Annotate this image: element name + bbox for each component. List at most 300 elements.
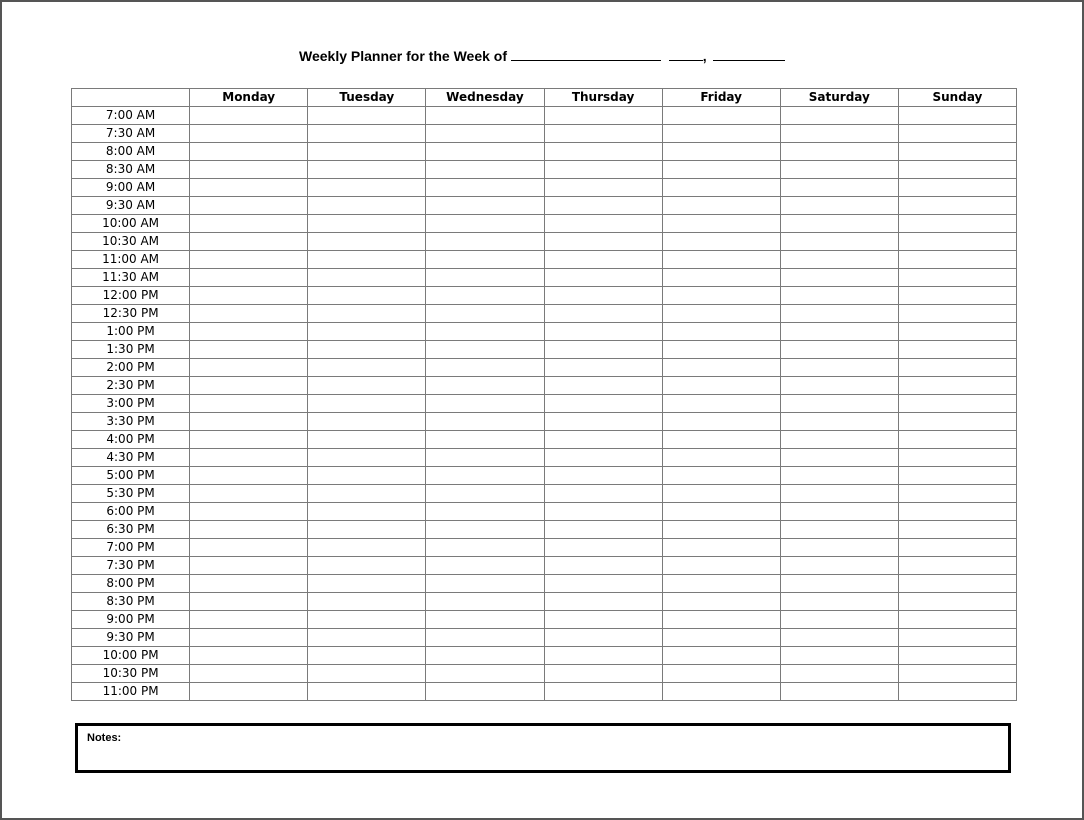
schedule-cell[interactable] — [308, 125, 426, 143]
schedule-cell[interactable] — [308, 665, 426, 683]
week-year-blank[interactable] — [713, 48, 785, 61]
schedule-cell[interactable] — [662, 683, 780, 701]
schedule-cell[interactable] — [780, 323, 898, 341]
schedule-cell[interactable] — [426, 557, 544, 575]
schedule-cell[interactable] — [662, 539, 780, 557]
schedule-cell[interactable] — [190, 665, 308, 683]
schedule-cell[interactable] — [780, 161, 898, 179]
time-label: 7:30 AM — [72, 125, 190, 143]
schedule-cell[interactable] — [662, 341, 780, 359]
schedule-cell[interactable] — [780, 233, 898, 251]
schedule-cell[interactable] — [190, 233, 308, 251]
schedule-cell[interactable] — [426, 143, 544, 161]
time-label: 9:00 PM — [72, 611, 190, 629]
schedule-cell[interactable] — [780, 341, 898, 359]
schedule-cell[interactable] — [308, 233, 426, 251]
schedule-cell[interactable] — [308, 305, 426, 323]
time-row — [72, 539, 1017, 557]
time-label: 9:00 AM — [72, 179, 190, 197]
time-row — [72, 359, 1017, 377]
schedule-cell[interactable] — [898, 485, 1016, 503]
schedule-cell[interactable] — [190, 449, 308, 467]
schedule-cell[interactable] — [898, 323, 1016, 341]
schedule-cell[interactable] — [780, 305, 898, 323]
schedule-cell[interactable] — [780, 449, 898, 467]
schedule-cell[interactable] — [308, 359, 426, 377]
schedule-cell[interactable] — [662, 359, 780, 377]
schedule-cell[interactable] — [426, 269, 544, 287]
schedule-cell[interactable] — [898, 395, 1016, 413]
schedule-cell[interactable] — [898, 521, 1016, 539]
day-header: Sunday — [898, 89, 1016, 107]
schedule-cell[interactable] — [662, 107, 780, 125]
schedule-cell[interactable] — [190, 395, 308, 413]
schedule-cell[interactable] — [426, 323, 544, 341]
schedule-cell[interactable] — [662, 233, 780, 251]
schedule-cell[interactable] — [662, 485, 780, 503]
schedule-cell[interactable] — [426, 125, 544, 143]
schedule-cell[interactable] — [780, 593, 898, 611]
schedule-cell[interactable] — [308, 557, 426, 575]
schedule-cell[interactable] — [308, 251, 426, 269]
schedule-cell[interactable] — [780, 377, 898, 395]
schedule-cell[interactable] — [426, 521, 544, 539]
schedule-cell[interactable] — [662, 125, 780, 143]
schedule-cell[interactable] — [426, 467, 544, 485]
schedule-cell[interactable] — [780, 557, 898, 575]
schedule-cell[interactable] — [780, 179, 898, 197]
schedule-cell[interactable] — [544, 467, 662, 485]
schedule-cell[interactable] — [426, 161, 544, 179]
schedule-cell[interactable] — [544, 629, 662, 647]
time-label: 2:30 PM — [72, 377, 190, 395]
time-label: 11:00 PM — [72, 683, 190, 701]
schedule-cell[interactable] — [544, 161, 662, 179]
schedule-cell[interactable] — [426, 197, 544, 215]
schedule-cell[interactable] — [662, 287, 780, 305]
time-label: 11:00 AM — [72, 251, 190, 269]
schedule-cell[interactable] — [426, 539, 544, 557]
schedule-cell[interactable] — [190, 377, 308, 395]
schedule-cell[interactable] — [780, 107, 898, 125]
time-row — [72, 377, 1017, 395]
schedule-cell[interactable] — [544, 431, 662, 449]
schedule-cell[interactable] — [898, 161, 1016, 179]
time-row — [72, 485, 1017, 503]
schedule-cell[interactable] — [308, 485, 426, 503]
time-label: 12:30 PM — [72, 305, 190, 323]
schedule-cell[interactable] — [898, 629, 1016, 647]
schedule-cell[interactable] — [662, 557, 780, 575]
schedule-cell[interactable] — [308, 575, 426, 593]
schedule-cell[interactable] — [308, 377, 426, 395]
time-label: 1:30 PM — [72, 341, 190, 359]
schedule-cell[interactable] — [544, 647, 662, 665]
schedule-cell[interactable] — [898, 647, 1016, 665]
time-label: 9:30 PM — [72, 629, 190, 647]
schedule-cell[interactable] — [426, 575, 544, 593]
schedule-cell[interactable] — [308, 467, 426, 485]
schedule-cell[interactable] — [426, 503, 544, 521]
time-row — [72, 179, 1017, 197]
time-row — [72, 431, 1017, 449]
schedule-cell[interactable] — [426, 287, 544, 305]
schedule-cell[interactable] — [308, 341, 426, 359]
schedule-cell[interactable] — [544, 323, 662, 341]
schedule-cell[interactable] — [308, 143, 426, 161]
schedule-cell[interactable] — [662, 215, 780, 233]
schedule-cell[interactable] — [190, 629, 308, 647]
time-row — [72, 341, 1017, 359]
schedule-cell[interactable] — [308, 539, 426, 557]
time-row — [72, 251, 1017, 269]
schedule-cell[interactable] — [662, 323, 780, 341]
schedule-cell[interactable] — [308, 503, 426, 521]
schedule-cell[interactable] — [780, 575, 898, 593]
schedule-cell[interactable] — [190, 611, 308, 629]
time-row — [72, 143, 1017, 161]
time-label: 3:30 PM — [72, 413, 190, 431]
schedule-cell[interactable] — [544, 485, 662, 503]
time-label: 8:30 PM — [72, 593, 190, 611]
schedule-cell[interactable] — [780, 485, 898, 503]
schedule-cell[interactable] — [308, 269, 426, 287]
schedule-cell[interactable] — [190, 107, 308, 125]
schedule-cell[interactable] — [190, 251, 308, 269]
schedule-cell[interactable] — [190, 683, 308, 701]
schedule-cell[interactable] — [544, 539, 662, 557]
schedule-cell[interactable] — [308, 683, 426, 701]
schedule-table — [71, 88, 1017, 701]
schedule-cell[interactable] — [426, 593, 544, 611]
schedule-cell[interactable] — [544, 287, 662, 305]
schedule-cell[interactable] — [544, 593, 662, 611]
schedule-cell[interactable] — [898, 305, 1016, 323]
schedule-cell[interactable] — [308, 287, 426, 305]
schedule-cell[interactable] — [662, 197, 780, 215]
schedule-cell[interactable] — [544, 125, 662, 143]
time-row — [72, 305, 1017, 323]
schedule-cell[interactable] — [308, 593, 426, 611]
schedule-cell[interactable] — [662, 629, 780, 647]
schedule-cell[interactable] — [426, 359, 544, 377]
schedule-cell[interactable] — [780, 647, 898, 665]
schedule-cell[interactable] — [898, 251, 1016, 269]
schedule-cell[interactable] — [426, 233, 544, 251]
schedule-cell[interactable] — [662, 665, 780, 683]
schedule-cell[interactable] — [544, 665, 662, 683]
schedule-cell[interactable] — [662, 251, 780, 269]
schedule-cell[interactable] — [426, 215, 544, 233]
schedule-cell[interactable] — [544, 197, 662, 215]
schedule-cell[interactable] — [662, 575, 780, 593]
schedule-cell[interactable] — [662, 395, 780, 413]
schedule-cell[interactable] — [662, 521, 780, 539]
day-header: Wednesday — [426, 89, 544, 107]
schedule-cell[interactable] — [190, 215, 308, 233]
time-label: 5:30 PM — [72, 485, 190, 503]
time-row — [72, 575, 1017, 593]
time-row — [72, 557, 1017, 575]
schedule-cell[interactable] — [426, 413, 544, 431]
schedule-cell[interactable] — [662, 467, 780, 485]
time-row — [72, 665, 1017, 683]
schedule-cell[interactable] — [898, 503, 1016, 521]
time-label: 7:30 PM — [72, 557, 190, 575]
schedule-cell[interactable] — [544, 683, 662, 701]
schedule-cell[interactable] — [190, 341, 308, 359]
schedule-cell[interactable] — [898, 539, 1016, 557]
schedule-cell[interactable] — [544, 107, 662, 125]
schedule-cell[interactable] — [780, 413, 898, 431]
schedule-cell[interactable] — [426, 377, 544, 395]
schedule-cell[interactable] — [662, 449, 780, 467]
time-label: 12:00 PM — [72, 287, 190, 305]
schedule-cell[interactable] — [190, 413, 308, 431]
time-label: 6:00 PM — [72, 503, 190, 521]
schedule-cell[interactable] — [662, 179, 780, 197]
schedule-cell[interactable] — [780, 287, 898, 305]
schedule-cell[interactable] — [544, 215, 662, 233]
day-header: Thursday — [544, 89, 662, 107]
schedule-cell[interactable] — [780, 395, 898, 413]
schedule-cell[interactable] — [662, 647, 780, 665]
schedule-cell[interactable] — [190, 305, 308, 323]
schedule-cell[interactable] — [190, 125, 308, 143]
schedule-cell[interactable] — [190, 323, 308, 341]
schedule-cell[interactable] — [544, 233, 662, 251]
schedule-cell[interactable] — [780, 215, 898, 233]
schedule-cell[interactable] — [308, 431, 426, 449]
schedule-cell[interactable] — [898, 269, 1016, 287]
schedule-cell[interactable] — [308, 449, 426, 467]
notes-box[interactable] — [75, 723, 1011, 773]
schedule-cell[interactable] — [780, 503, 898, 521]
time-row — [72, 125, 1017, 143]
schedule-cell[interactable] — [308, 179, 426, 197]
schedule-cell[interactable] — [544, 413, 662, 431]
schedule-cell[interactable] — [898, 683, 1016, 701]
time-label: 10:30 AM — [72, 233, 190, 251]
schedule-cell[interactable] — [662, 305, 780, 323]
day-header: Tuesday — [308, 89, 426, 107]
schedule-cell[interactable] — [308, 647, 426, 665]
schedule-cell[interactable] — [308, 413, 426, 431]
schedule-cell[interactable] — [308, 521, 426, 539]
schedule-cell[interactable] — [780, 251, 898, 269]
schedule-cell[interactable] — [780, 629, 898, 647]
week-date-blank[interactable] — [511, 48, 661, 61]
schedule-cell[interactable] — [898, 233, 1016, 251]
schedule-cell[interactable] — [898, 593, 1016, 611]
schedule-cell[interactable] — [426, 179, 544, 197]
schedule-cell[interactable] — [308, 323, 426, 341]
schedule-cell[interactable] — [426, 485, 544, 503]
time-label: 3:00 PM — [72, 395, 190, 413]
schedule-cell[interactable] — [190, 467, 308, 485]
schedule-cell[interactable] — [190, 539, 308, 557]
schedule-cell[interactable] — [898, 467, 1016, 485]
corner-cell — [72, 89, 190, 107]
schedule-cell[interactable] — [898, 431, 1016, 449]
day-header: Monday — [190, 89, 308, 107]
schedule-cell[interactable] — [662, 611, 780, 629]
schedule-cell[interactable] — [898, 377, 1016, 395]
schedule-cell[interactable] — [662, 269, 780, 287]
schedule-cell[interactable] — [544, 503, 662, 521]
time-row — [72, 287, 1017, 305]
schedule-cell[interactable] — [426, 611, 544, 629]
schedule-cell[interactable] — [544, 143, 662, 161]
time-row — [72, 161, 1017, 179]
day-header: Saturday — [780, 89, 898, 107]
time-label: 8:00 PM — [72, 575, 190, 593]
schedule-cell[interactable] — [898, 143, 1016, 161]
schedule-cell[interactable] — [544, 575, 662, 593]
schedule-cell[interactable] — [780, 521, 898, 539]
schedule-cell[interactable] — [190, 287, 308, 305]
schedule-cell[interactable] — [426, 341, 544, 359]
time-row — [72, 467, 1017, 485]
schedule-cell[interactable] — [308, 611, 426, 629]
time-row — [72, 233, 1017, 251]
schedule-cell[interactable] — [190, 179, 308, 197]
schedule-cell[interactable] — [190, 143, 308, 161]
schedule-cell[interactable] — [898, 215, 1016, 233]
time-label: 8:30 AM — [72, 161, 190, 179]
schedule-cell[interactable] — [190, 161, 308, 179]
time-label: 6:30 PM — [72, 521, 190, 539]
schedule-cell[interactable] — [780, 269, 898, 287]
schedule-cell[interactable] — [190, 485, 308, 503]
schedule-cell[interactable] — [426, 449, 544, 467]
schedule-cell[interactable] — [190, 269, 308, 287]
schedule-cell[interactable] — [898, 359, 1016, 377]
schedule-cell[interactable] — [190, 557, 308, 575]
schedule-cell[interactable] — [190, 575, 308, 593]
schedule-cell[interactable] — [898, 413, 1016, 431]
schedule-cell[interactable] — [898, 197, 1016, 215]
time-row — [72, 215, 1017, 233]
schedule-cell[interactable] — [898, 611, 1016, 629]
schedule-cell[interactable] — [662, 413, 780, 431]
schedule-body — [72, 107, 1017, 701]
time-label: 10:30 PM — [72, 665, 190, 683]
time-label: 2:00 PM — [72, 359, 190, 377]
schedule-cell[interactable] — [898, 341, 1016, 359]
schedule-cell[interactable] — [544, 305, 662, 323]
schedule-cell[interactable] — [544, 341, 662, 359]
title-text: Weekly Planner for the Week of — [299, 48, 507, 64]
time-row — [72, 647, 1017, 665]
schedule-cell[interactable] — [426, 629, 544, 647]
schedule-cell[interactable] — [308, 395, 426, 413]
time-row — [72, 395, 1017, 413]
schedule-cell[interactable] — [662, 143, 780, 161]
schedule-cell[interactable] — [780, 467, 898, 485]
schedule-cell[interactable] — [898, 125, 1016, 143]
page-title — [299, 48, 785, 64]
schedule-cell[interactable] — [308, 107, 426, 125]
schedule-cell[interactable] — [780, 431, 898, 449]
schedule-cell[interactable] — [426, 251, 544, 269]
schedule-cell[interactable] — [190, 503, 308, 521]
schedule-cell[interactable] — [426, 683, 544, 701]
schedule-cell[interactable] — [190, 521, 308, 539]
notes-label: Notes: — [87, 732, 122, 744]
schedule-cell[interactable] — [544, 395, 662, 413]
schedule-cell[interactable] — [662, 161, 780, 179]
schedule-cell[interactable] — [780, 197, 898, 215]
schedule-cell[interactable] — [308, 629, 426, 647]
schedule-cell[interactable] — [662, 593, 780, 611]
schedule-cell[interactable] — [544, 179, 662, 197]
schedule-cell[interactable] — [308, 215, 426, 233]
schedule-cell[interactable] — [898, 665, 1016, 683]
schedule-cell[interactable] — [662, 377, 780, 395]
time-label: 7:00 PM — [72, 539, 190, 557]
schedule-cell[interactable] — [898, 287, 1016, 305]
time-row — [72, 197, 1017, 215]
time-label: 7:00 AM — [72, 107, 190, 125]
time-row — [72, 683, 1017, 701]
schedule-cell[interactable] — [544, 359, 662, 377]
schedule-cell[interactable] — [308, 197, 426, 215]
time-row — [72, 323, 1017, 341]
time-row — [72, 449, 1017, 467]
schedule-cell[interactable] — [426, 395, 544, 413]
schedule-cell[interactable] — [190, 431, 308, 449]
schedule-cell[interactable] — [780, 665, 898, 683]
schedule-cell[interactable] — [544, 269, 662, 287]
schedule-cell[interactable] — [426, 107, 544, 125]
schedule-cell[interactable] — [544, 557, 662, 575]
schedule-cell[interactable] — [544, 377, 662, 395]
schedule-cell[interactable] — [780, 125, 898, 143]
schedule-cell[interactable] — [190, 359, 308, 377]
schedule-cell[interactable] — [308, 161, 426, 179]
schedule-cell[interactable] — [426, 647, 544, 665]
schedule-cell[interactable] — [426, 305, 544, 323]
schedule-cell[interactable] — [898, 557, 1016, 575]
schedule-cell[interactable] — [426, 431, 544, 449]
schedule-cell[interactable] — [544, 251, 662, 269]
schedule-cell[interactable] — [780, 683, 898, 701]
schedule-cell[interactable] — [190, 593, 308, 611]
schedule-cell[interactable] — [190, 197, 308, 215]
schedule-cell[interactable] — [426, 665, 544, 683]
schedule-cell[interactable] — [544, 611, 662, 629]
week-day-blank[interactable] — [669, 48, 703, 61]
schedule-cell[interactable] — [898, 107, 1016, 125]
schedule-cell[interactable] — [780, 611, 898, 629]
schedule-cell[interactable] — [780, 143, 898, 161]
time-label: 9:30 AM — [72, 197, 190, 215]
schedule-cell[interactable] — [190, 647, 308, 665]
schedule-cell[interactable] — [544, 449, 662, 467]
schedule-cell[interactable] — [544, 521, 662, 539]
schedule-cell[interactable] — [780, 539, 898, 557]
time-label: 5:00 PM — [72, 467, 190, 485]
schedule-cell[interactable] — [898, 449, 1016, 467]
schedule-cell[interactable] — [898, 575, 1016, 593]
time-label: 8:00 AM — [72, 143, 190, 161]
schedule-cell[interactable] — [662, 503, 780, 521]
schedule-cell[interactable] — [662, 431, 780, 449]
schedule-cell[interactable] — [780, 359, 898, 377]
schedule-cell[interactable] — [898, 179, 1016, 197]
time-row — [72, 413, 1017, 431]
